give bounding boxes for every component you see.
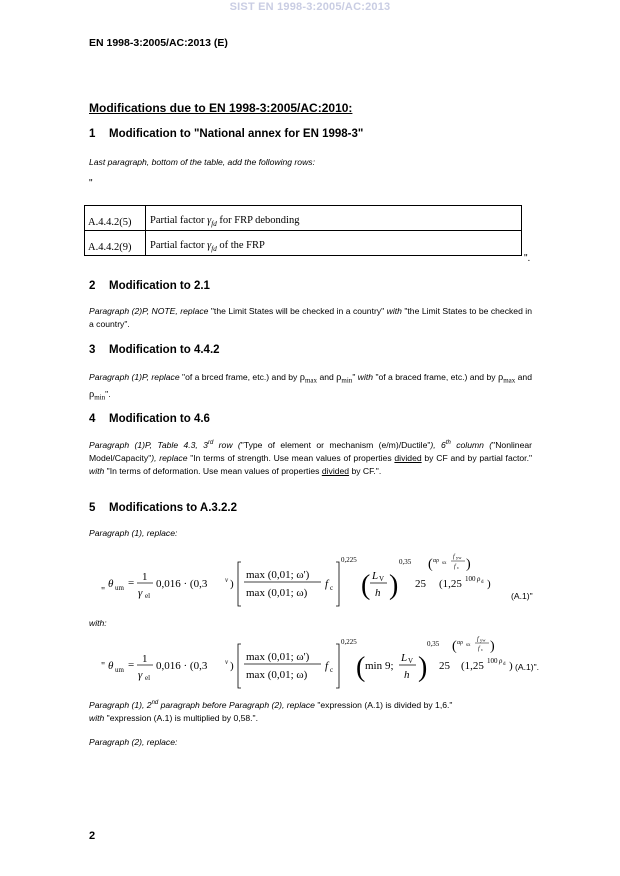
eq-right-bracket (336, 644, 339, 688)
section-title: Modification to 4.4.2 (109, 344, 220, 356)
paragraph-ref: ), 6 (430, 439, 446, 450)
eq-fc-small: f (454, 564, 456, 570)
section-number: 1 (89, 128, 96, 140)
gamma-symbol: γ (207, 214, 212, 226)
section-1-instruction: Last paragraph, bottom of the table, add the following rows: (89, 157, 315, 167)
gamma-symbol: γ (207, 239, 212, 251)
table-row (85, 206, 522, 231)
eq-exponent-0225: 0,225 (341, 556, 357, 564)
rho-symbol: ρ (336, 372, 342, 383)
description-cell (146, 231, 522, 256)
eq-min: min (365, 660, 383, 672)
rho-subscript: min (94, 393, 106, 402)
eq-nu: ν (225, 576, 229, 584)
eq-left-bracket (238, 644, 241, 688)
section-4-paragraph (89, 437, 532, 478)
section-5-heading (89, 502, 237, 514)
underlined-word: divided (394, 452, 422, 463)
eq-alpha-sub: sx (466, 643, 471, 648)
eq-exponent-035: 0,35 (427, 640, 440, 648)
with-word: with (357, 372, 374, 382)
eq-tail-end: ) (509, 660, 513, 672)
eq-tail: (1,25 (461, 660, 484, 672)
eq-exp-100: 100 (487, 657, 498, 665)
section-number: 3 (89, 344, 96, 356)
eq-rho-d: ρ (477, 575, 481, 583)
eq-open-quote: " (101, 586, 106, 597)
eq-left-bracket (238, 562, 241, 606)
eq-base-25: 25 (415, 578, 426, 590)
section-title: Modification to 4.6 (109, 413, 210, 425)
with-word: with (386, 306, 402, 316)
with-word: with (89, 465, 105, 476)
eq-theta-sub: um (115, 584, 124, 592)
eq-gamma-sub: el (145, 674, 151, 682)
paragraph-ref: paragraph before Paragraph (2), replace (158, 699, 315, 710)
eq-fyw: f (453, 554, 455, 560)
new-text: "the Limit States to be checked in a country". (89, 306, 532, 329)
section-title: Modifications to A.3.2.2 (109, 502, 238, 514)
section-3-heading (89, 344, 220, 356)
old-text: "of a brced frame, etc.) and by (179, 372, 300, 382)
section-2-heading (89, 280, 210, 292)
eq-gamma: γ (138, 587, 143, 599)
eq-max-denominator: max (0,01; ω) (246, 587, 308, 599)
description-text: for FRP debonding (216, 214, 300, 226)
eq-numerator-one: 1 (142, 571, 148, 583)
eq-lv: L (401, 652, 408, 664)
eq-alpha-rho: αρ (457, 640, 464, 646)
eq-fc: f (325, 578, 329, 590)
eq-exp-paren-close: ) (490, 639, 495, 654)
eq-alpha-rho: αρ (433, 558, 440, 564)
eq-lv: L (372, 570, 379, 582)
paragraph-ref: Paragraph (1)P, Table 4.3, 3 (89, 439, 208, 450)
eq-fc-small-sub: c (457, 565, 459, 570)
section-number: 4 (89, 413, 96, 425)
eq-equals: = (128, 659, 135, 671)
eq-fyw-sub: yw (480, 637, 486, 643)
underlined-word: divided (321, 465, 350, 476)
eq-coefficient: 0,016 · (0,3 (156, 578, 208, 590)
description-text: of the FRP (216, 239, 265, 251)
closing-quote: ". (524, 253, 531, 264)
eq-tail: (1,25 (439, 578, 462, 590)
rho-symbol: ρ (497, 372, 504, 383)
section-2-paragraph (89, 305, 532, 331)
paragraph-ref: Paragraph (2)P, NOTE, replace (89, 306, 209, 316)
gamma-subscript: fd (211, 245, 217, 253)
section-title: Modification to "National annex for EN 1998-3" (109, 128, 364, 140)
section-number: 5 (89, 502, 96, 514)
clause-cell: A.4.4.2(9) (85, 231, 146, 256)
quote-end: " (352, 372, 358, 382)
old-text: "the Limit States will be checked in a country" (208, 306, 387, 316)
eq-rho-d: ρ (499, 657, 503, 665)
eq-fyw-sub: yw (456, 555, 462, 560)
rho-subscript: min (341, 376, 353, 385)
watermark: SIST EN 1998-3:2005/AC:2013 (229, 1, 391, 13)
paragraph-1-replace: Paragraph (1), replace: (89, 528, 178, 538)
eq-min-paren-open: ( (356, 652, 366, 683)
eq-exp-paren-open: ( (452, 639, 457, 654)
with-label: with: (89, 618, 107, 628)
old-text: "expression (A.1) is divided by 1,6." (314, 699, 453, 710)
eq-tail-end: ) (487, 578, 491, 590)
table-row (85, 231, 522, 256)
paragraph-1-2nd (89, 697, 532, 725)
eq-theta: θ (108, 578, 114, 590)
eq-h: h (375, 587, 381, 599)
eq-theta: θ (108, 660, 114, 672)
section-3-paragraph (89, 371, 532, 404)
eq-right-bracket (336, 562, 339, 606)
eq-fc-small: f (478, 646, 480, 652)
eq-gamma: γ (138, 669, 143, 681)
modifications-title: Modifications due to EN 1998-3:2005/AC:2010: (89, 101, 353, 115)
quoted-heading: "Nonlinear Model/Capacity" (89, 439, 533, 463)
equation-a1-modified (89, 636, 549, 690)
rho-subscript: max (304, 376, 318, 385)
eq-equals: = (128, 577, 135, 589)
eq-base-25: 25 (439, 660, 450, 672)
paragraph-ref: row ( (213, 439, 241, 450)
additional-rows-table (84, 205, 522, 256)
eq-close-paren: ) (230, 660, 234, 672)
eq-lv-paren-open: ( (361, 570, 371, 601)
rho-symbol: ρ (299, 372, 305, 383)
quote-end: ". (105, 388, 111, 399)
paragraph-2-replace: Paragraph (2), replace: (89, 737, 178, 747)
old-text: "In terms of strength. Use mean values of properties (187, 452, 395, 463)
equation-a1-original (89, 548, 549, 614)
eq-exp-100: 100 (465, 575, 476, 583)
eq-max-numerator: max (0,01; ω') (246, 651, 310, 663)
eq-fc-small-sub: c (481, 647, 483, 652)
with-word: with (89, 712, 105, 723)
equation-label: (A.1)". (515, 662, 540, 672)
eq-close-paren: ) (230, 578, 234, 590)
eq-nine: 9; (385, 660, 394, 672)
quoted-heading: "Type of element or mechanism (e/m)/Ductile" (240, 439, 431, 450)
eq-fyw: f (477, 636, 479, 643)
ordinal-suffix: th (445, 440, 451, 446)
eq-nu: ν (225, 658, 229, 666)
paragraph-ref: Paragraph (1)P, replace (89, 372, 180, 382)
eq-fc: f (325, 660, 329, 672)
eq-exponent-035: 0,35 (399, 558, 412, 566)
rho-symbol: ρ (89, 388, 95, 400)
page-number: 2 (89, 830, 96, 842)
equation-label: (A.1)" (511, 591, 533, 601)
eq-theta-sub: um (115, 666, 124, 674)
new-text: by CF.". (349, 465, 382, 476)
new-text: "of a braced frame, etc.) and by (373, 372, 498, 382)
eq-rho-sub: d (481, 580, 484, 585)
description-text: Partial factor (150, 239, 208, 251)
eq-alpha-sub: sx (442, 561, 447, 566)
gamma-subscript: fd (211, 220, 217, 228)
new-text: "In terms of deformation. Use mean values of properties (104, 465, 322, 476)
and-text: and (317, 372, 337, 382)
eq-min-paren-close: ) (418, 652, 428, 683)
ordinal-suffix: rd (207, 440, 214, 446)
eq-rho-sub: d (503, 662, 506, 667)
eq-lv-paren-close: ) (389, 570, 399, 601)
eq-numerator-one: 1 (142, 653, 148, 665)
paragraph-ref: column ( (450, 439, 493, 450)
new-text: "expression (A.1) is multiplied by 0,58.". (104, 712, 258, 723)
clause-cell: A.4.4.2(5) (85, 206, 146, 231)
eq-max-numerator: max (0,01; ω') (246, 569, 310, 581)
eq-fc-sub: c (330, 584, 334, 592)
eq-open-quote: " (101, 661, 106, 672)
and-text: and (515, 372, 532, 382)
eq-h: h (404, 669, 410, 681)
section-title: Modification to 2.1 (109, 280, 210, 292)
description-cell (146, 206, 522, 231)
eq-fc-sub: c (330, 666, 334, 674)
eq-exp-paren-close: ) (466, 557, 471, 572)
description-text: Partial factor (150, 214, 208, 226)
eq-lv-sub: V (379, 575, 385, 583)
section-1-heading (89, 128, 363, 140)
eq-coefficient: 0,016 · (0,3 (156, 660, 208, 672)
opening-quote: " (89, 178, 93, 189)
section-number: 2 (89, 280, 96, 292)
rho-subscript: max (503, 376, 516, 385)
ordinal-suffix: nd (151, 700, 159, 706)
document-header: EN 1998-3:2005/AC:2013 (E) (89, 37, 228, 49)
eq-max-denominator: max (0,01; ω) (246, 669, 308, 681)
eq-lv-sub: V (408, 657, 414, 665)
old-text: by CF and by partial factor." (421, 452, 533, 463)
eq-gamma-sub: el (145, 592, 151, 600)
eq-exp-paren-open: ( (428, 557, 433, 572)
paragraph-ref: ), replace (151, 452, 188, 463)
eq-exponent-0225: 0,225 (341, 638, 357, 646)
section-4-heading (89, 413, 210, 425)
paragraph-ref: Paragraph (1), 2 (89, 699, 152, 710)
